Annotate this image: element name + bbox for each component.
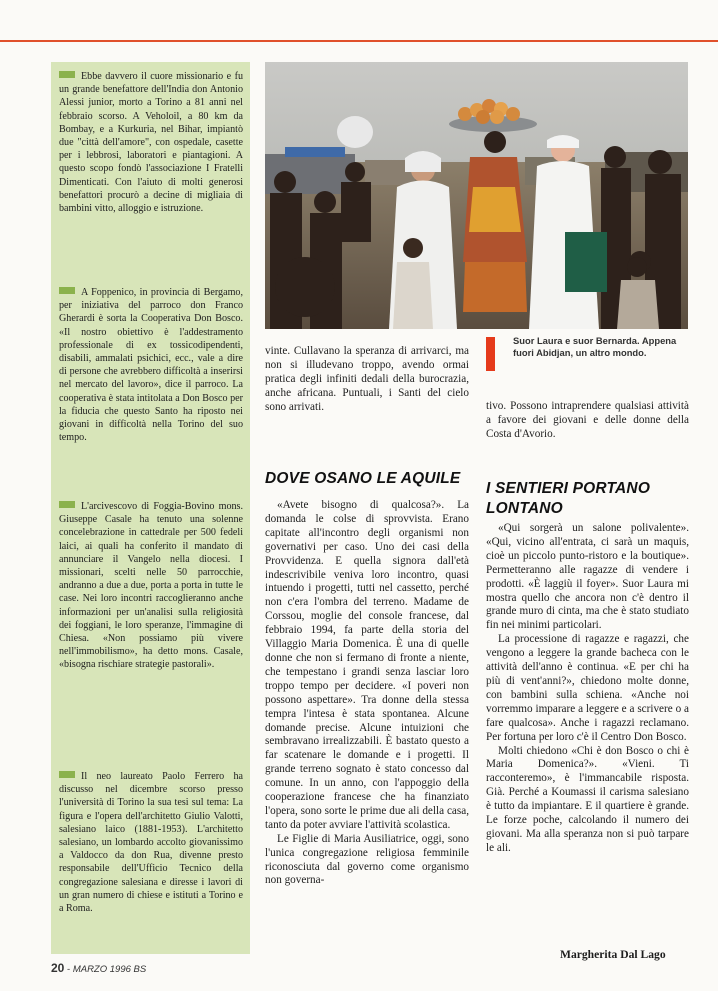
column-1-intro: vinte. Cullavano la speranza di arrivarci, ma non si illudevano troppo, avendo ormai pratica degli infiniti dedali della burocrazia, anche africana. Puntuali, i Santi del cielo sono arrivati. [265, 345, 469, 413]
photo-caption: Suor Laura e suor Bernarda. Appena fuori Abidjan, un altro mondo. [513, 335, 677, 358]
page-number: 20 [51, 961, 65, 975]
bullet-marker [59, 771, 75, 778]
section-heading-sentieri: I SENTIERI PORTANO LONTANO [486, 480, 651, 517]
bullet-marker [59, 287, 75, 294]
author-byline: Margherita Dal Lago [560, 948, 666, 961]
section-heading-aquile: DOVE OSANO LE AQUILE [265, 470, 461, 487]
column-2-intro: tivo. Possono intraprendere qualsiasi attività a favore dei giovani e delle donne della Costa d'Avorio. [486, 400, 689, 440]
article-paragraph: «Qui sorgerà un salone polivalente». «Qui, vicino all'entrata, ci sarà un maquis, cioè un piccolo punto-ristoro e la boutique». Permetteranno alle ragazze di vendere i prodotti. «È laggiù il foyer». Suor Laura mi mostra quello che ancora non c'è dentro il grande muro di cinta, ma che è stato studiato fin nei minimi particolari. [486, 522, 689, 632]
sidebar-brief [59, 500, 243, 672]
sidebar-brief [59, 70, 243, 215]
article-paragraph: Le Figlie di Maria Ausiliatrice, oggi, sono l'unica congregazione religiosa femminile riconosciuta dal governo come organismo non governa- [265, 832, 469, 887]
caption-marker [486, 337, 495, 371]
folio-dash: - [67, 964, 71, 975]
issue-date: MARZO 1996 BS [72, 964, 147, 975]
sidebar-brief-text: A Foppenico, in provincia di Bergamo, per iniziativa del parroco don Franco Gherardi è sorta la Cooperativa Don Bosco. «Il nostro obiettivo è l'addestramento professionale di ex tossicodipendenti, disabili, ammalati psichici, ecc., vale a dire di persone che avrebbero difficoltà a inserirsi nel mercato del lavoro», dice il parroco. La cooperativa è stata intitolata a Don Bosco per la fiducia che questo Santo ha riposto nei giovani in difficoltà nella Torino del suo tempo. [59, 287, 243, 444]
sidebar-brief [59, 770, 243, 915]
bullet-marker [59, 501, 75, 508]
article-paragraph: «Avete bisogno di qualcosa?». La domanda le colse di sprovvista. Erano capitate all'incontro degli organismi non governativi per caso. Uno dei casi della Provvidenza. E quella signora dall'età indescrivibile veniva loro incontro, quasi intuendo i progetti, tutti nel cassetto, perché non c'era l'ombra del terreno. Madame de Corssou, moglie del console francese, dal febbraio 1994, fa parte della storia del Villaggio Maria Domenica. È una di quelle donne che non si fermano di fronte a niente, che tempestano i grandi senza lasciar loro troppo tempo per decidere. «I poveri non possono aspettare». Tra donne della stessa tempra l'intesa è stata spontanea. Alcune domande precise. Alcune intuizioni che sembravano irrealizzabili. È bastato questo a far scatenare le domande e i progetti. Il grande terreno sognato è stato concesso dal comune. In un anno, con l'appoggio della cooperazione francese che ha finanziato l'opera, sono sorte le prime due ali della casa, tanto da poter avviare l'attività scolastica. [265, 499, 469, 831]
sidebar-brief [59, 286, 243, 444]
photo-nuns-abidjan [265, 62, 688, 329]
article-paragraph: Molti chiedono «Chi è don Bosco o chi è Maria Domenica?». «Vieni. Ti racconteremo», è l'immancabile risposta. Già. Perché a Koumassi il carisma salesiano è tutto da impiantare. E il quartiere è grande. Le forze poche, calcolando il numero dei giovani. Ma alla speranza non si può tarpare le ali. [486, 744, 689, 854]
page-folio [51, 961, 146, 975]
photo-illustration [265, 62, 688, 329]
sidebar-brief-text: Ebbe davvero il cuore missionario e fu un grande benefattore dell'India don Antonio Alessi junior, morto a Torino a 81 anni nel febbraio scorso. A Veholoil, a 80 km da Bombay, e a Kurkuria, nel Bihar, impiantò due "città dell'amore", con ospedale, casette per i lebbrosi, laboratori e piantagioni. A questo scopo fondò l'associazione I Fratelli Dimenticati. Con l'aiuto di molti generosi benefattori procurò a decine di migliaia di bambini vitto, alloggio e istruzione. [59, 71, 243, 215]
article-column-1-body [265, 499, 469, 888]
article-column-1 [265, 345, 469, 415]
bullet-marker [59, 71, 75, 78]
sidebar-brief-text: L'arcivescovo di Foggia-Bovino mons. Giuseppe Casale ha tenuto una solenne concelebrazione in cattedrale per 500 fedeli laici, ai quali ha conferito il mandato di annunciare il Vangelo nella diocesi. I missionari, scelti nelle 50 parrocchie, andranno a due a due, porta a porta in tutte le case. Nei loro incontri raccoglieranno anche informazioni per un'analisi sulla religiosità dei foggiani, le loro speranze, l'immagine di Chiesa. «Non possiamo più vivere nell'immobilismo», ha detto mons. Casale, «bisogna rischiare strategie pastorali». [59, 501, 243, 671]
sidebar-brief-text: Il neo laureato Paolo Ferrero ha discusso nel dicembre scorso presso l'università di Torino la sua tesi sul tema: La figura e l'opera dell'architetto Giulio Valotti, salesiano laico (1881-1953). L'architetto salesiano, un lombardo accolto giovanissimo a Valdocco da don Rua, divenne presto responsabile dell'Ufficio Tecnico della congregazione salesiana e diresse i lavori di un gran numero di chiese e istituti a Torino e a Roma. [59, 771, 243, 915]
article-paragraph: La processione di ragazze e ragazzi, che vengono a leggere la grande bacheca con le attività dell'anno è continua. «E per chi ha più di vent'anni?», chiedono molte donne, con bambini sulla schiena. «Anche noi vorremmo imparare a leggere e a scrivere o a fare qualcosa». Anche i ragazzi reclamano. Per fortuna per loro c'è il Centro Don Bosco. [486, 633, 689, 743]
article-column-2 [486, 400, 689, 442]
article-column-2-body [486, 522, 689, 856]
top-rule [0, 40, 718, 42]
